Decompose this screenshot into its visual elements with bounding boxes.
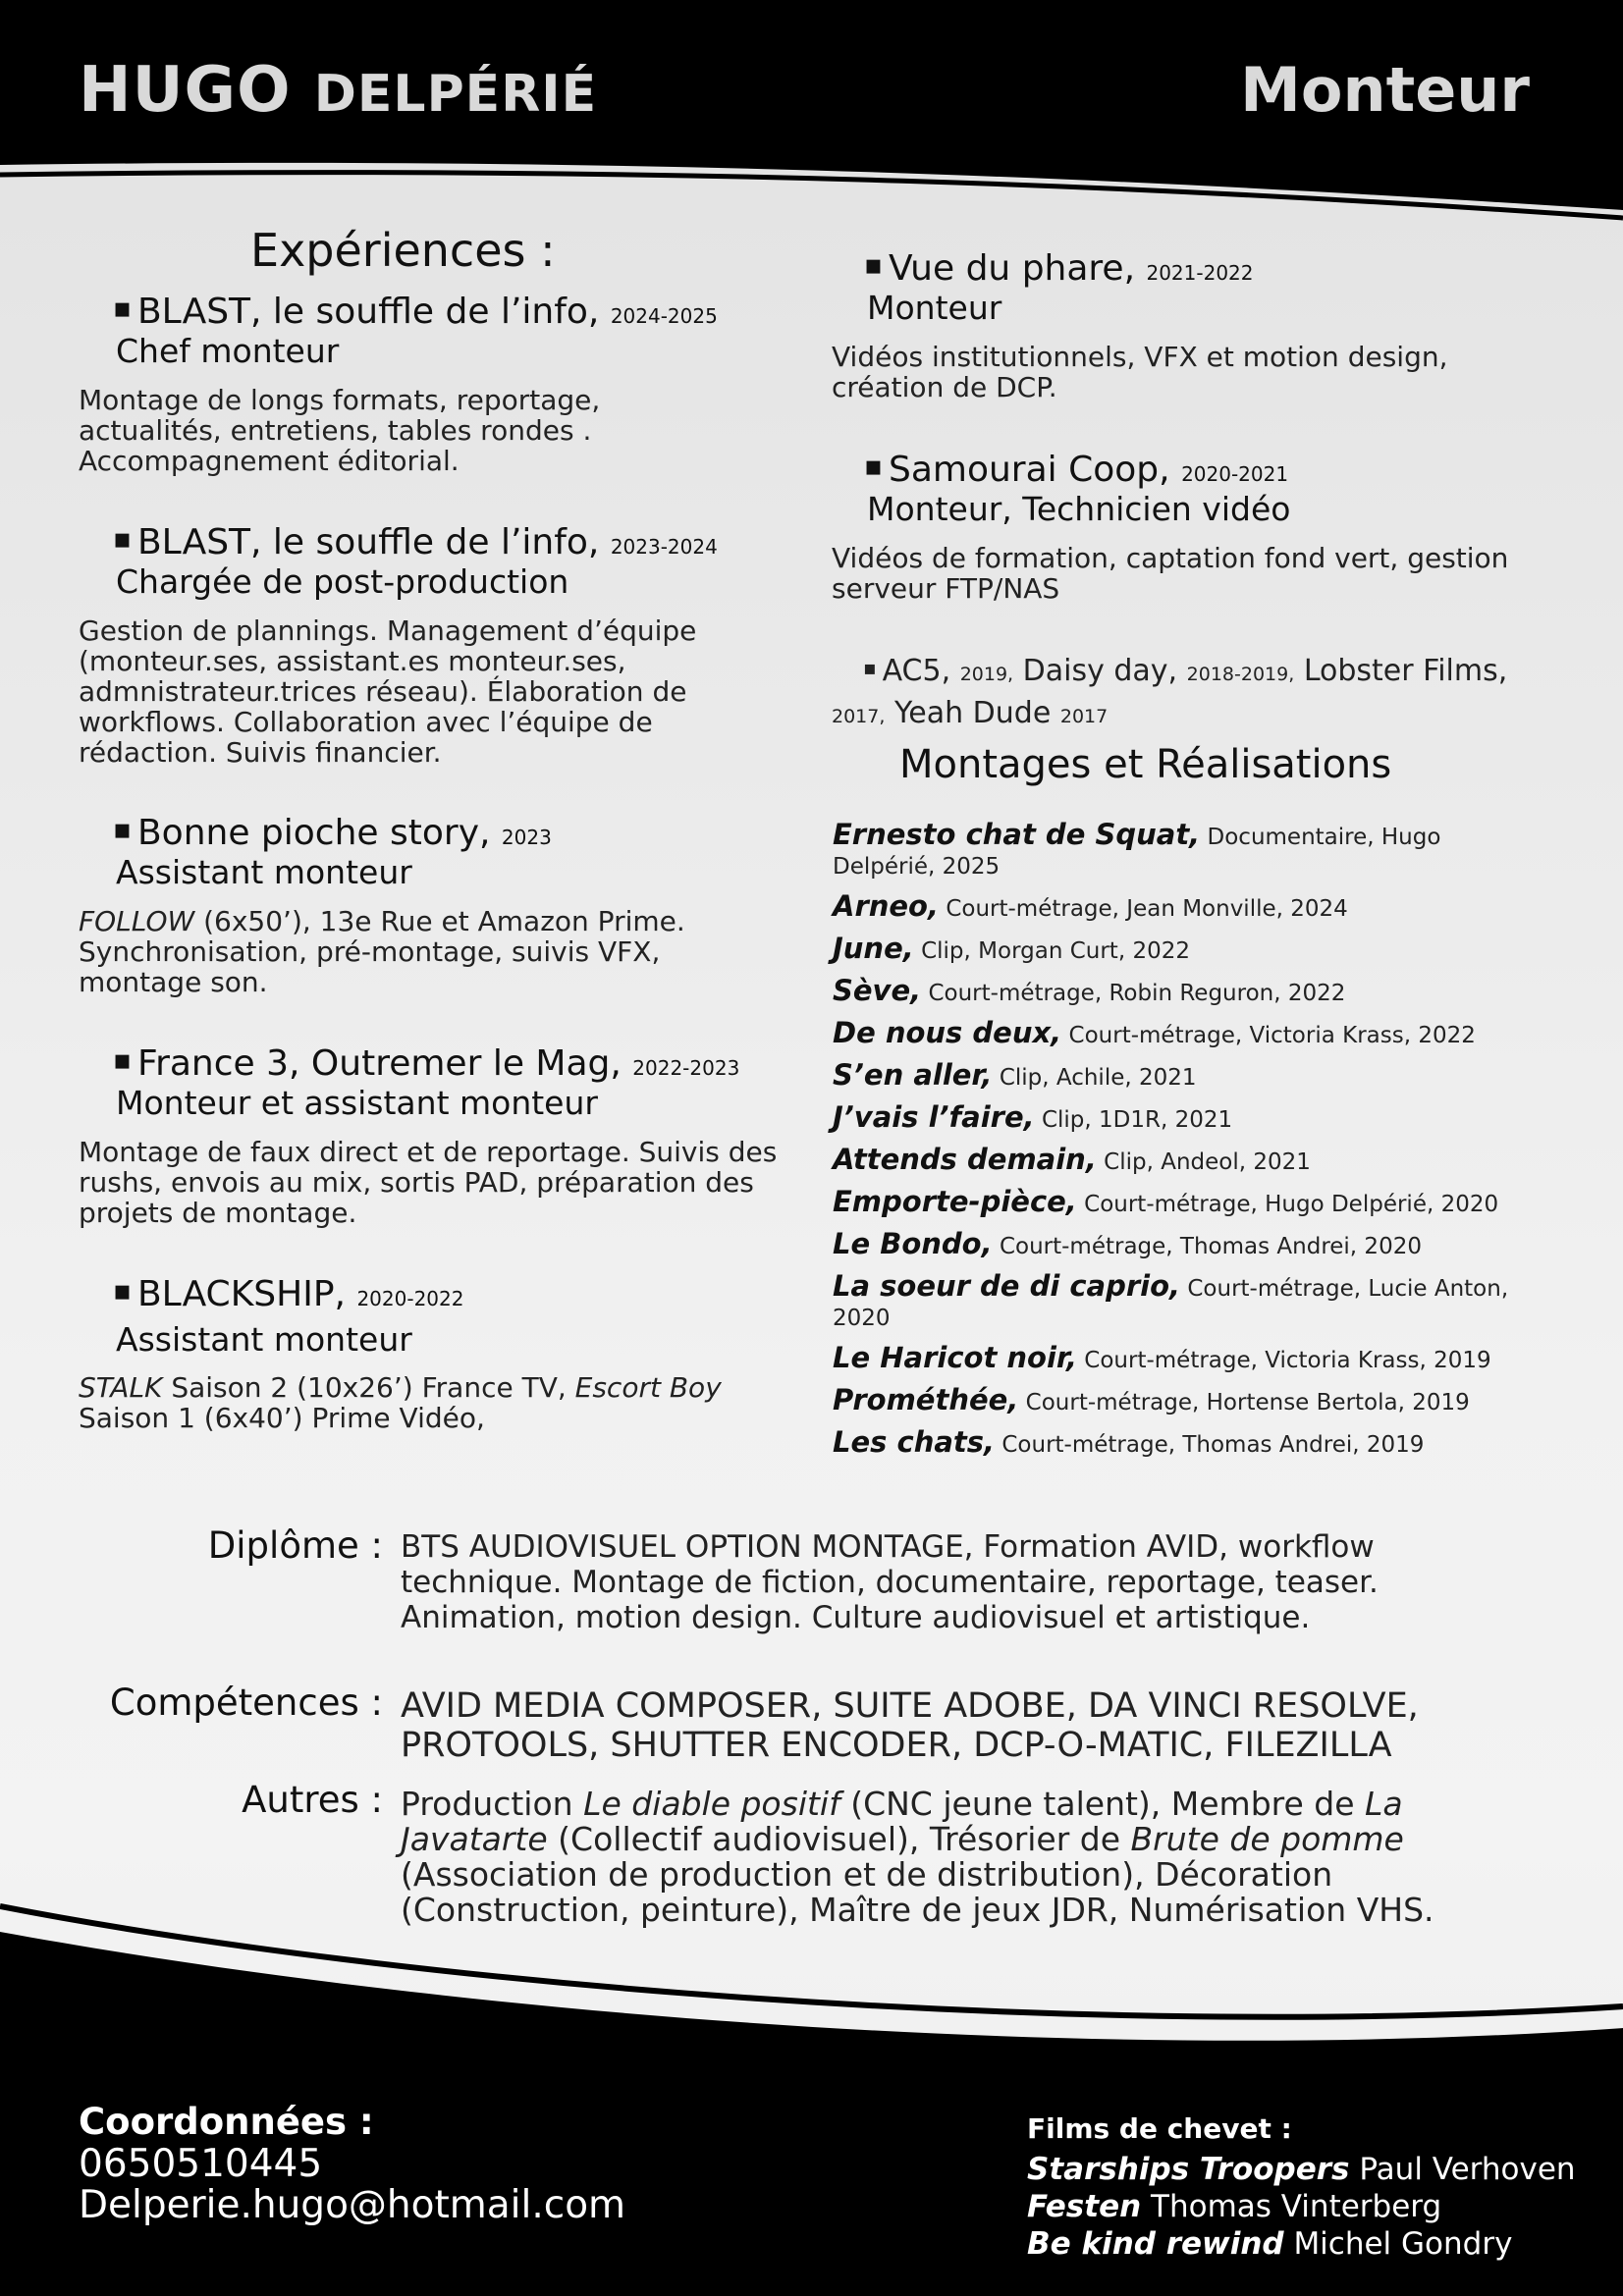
other-company: Yeah Dude bbox=[893, 696, 1052, 730]
job-title: ▪ Vue du phare, 2021-2022 bbox=[864, 248, 1254, 289]
other-year: 2017 bbox=[1059, 706, 1109, 727]
production-title: Ernesto chat de Squat, bbox=[833, 818, 1201, 851]
contact-title: Coordonnées : bbox=[79, 2101, 374, 2143]
job-role: Monteur bbox=[867, 289, 1002, 327]
job-description: Vidéos institutionnels, VFX et motion design, création de DCP. bbox=[832, 341, 1448, 403]
job-years: 2023 bbox=[501, 826, 552, 849]
production-title: De nous deux, bbox=[833, 1016, 1062, 1049]
production-item bbox=[833, 1145, 1540, 1177]
job-years: 2023-2024 bbox=[610, 535, 718, 559]
job-role: Monteur et assistant monteur bbox=[116, 1084, 598, 1122]
production-title: Le Haricot noir, bbox=[833, 1341, 1077, 1374]
autres-text: (Association de production et de distribution), Décoration (Construction, peinture), Maître de jeux JDR, Numérisation VHS. bbox=[401, 1855, 1434, 1929]
production-title: Les chats, bbox=[833, 1425, 996, 1459]
film-item bbox=[1027, 2152, 1576, 2187]
job-description-text: Saison 2 (10x26’) France TV, bbox=[162, 1371, 575, 1404]
production-details: Court-métrage, Hortense Bertola, 2019 bbox=[1025, 1390, 1470, 1415]
job-role-title: Monteur bbox=[1240, 54, 1530, 126]
production-title: S’en aller, bbox=[833, 1058, 993, 1092]
job-company: BLAST, le souffle de l’info, bbox=[136, 292, 600, 332]
film-title: Starships Troopers bbox=[1027, 2152, 1350, 2187]
production-item bbox=[833, 1385, 1540, 1417]
production-title: Prométhée, bbox=[833, 1383, 1019, 1416]
production-details: Court-métrage, Victoria Krass, 2019 bbox=[1084, 1348, 1491, 1373]
production-title: La soeur de di caprio, bbox=[833, 1269, 1181, 1303]
production-item bbox=[833, 891, 1540, 924]
competences-value: AVID MEDIA COMPOSER, SUITE ADOBE, DA VINCI RESOLVE, PROTOOLS, SHUTTER ENCODER, DCP-O-MATIC, FILEZILLA bbox=[401, 1686, 1419, 1765]
production-item bbox=[833, 1187, 1540, 1219]
diplome-rest: Formation AVID, workflow technique. Montage de fiction, documentaire, reportage, teaser. Animation, motion design. Culture audiovisuel et artistique. bbox=[401, 1529, 1379, 1635]
production-title: J’vais l’faire, bbox=[833, 1100, 1035, 1134]
job-description bbox=[79, 1372, 805, 1433]
job-description: Montage de longs formats, reportage, actualités, entretiens, tables rondes . Accompagnement éditorial. bbox=[79, 384, 601, 477]
production-item bbox=[833, 1018, 1540, 1050]
show-title: FOLLOW bbox=[79, 905, 195, 937]
autres-text: (CNC jeune talent), Membre de bbox=[839, 1785, 1366, 1823]
job-company: BLAST, le souffle de l’info, bbox=[136, 522, 600, 562]
film-director: Paul Verhoven bbox=[1359, 2152, 1576, 2187]
candidate-name bbox=[79, 54, 597, 127]
productions-title: Montages et Réalisations bbox=[899, 742, 1392, 787]
job-title: ▪ Bonne pioche story, 2023 bbox=[113, 813, 552, 853]
film-item bbox=[1027, 2226, 1512, 2262]
last-name: DELPÉRIÉ bbox=[313, 65, 598, 124]
job-title: ▪ BLAST, le souffle de l’info, 2023-2024 bbox=[113, 522, 718, 562]
production-item bbox=[833, 1343, 1540, 1375]
production-item bbox=[833, 1102, 1540, 1135]
experiences-title: Expériences : bbox=[250, 224, 556, 277]
job-years: 2020-2021 bbox=[1181, 462, 1289, 486]
films-title: Films de chevet : bbox=[1027, 2112, 1292, 2145]
production-details: Court-métrage, Thomas Andrei, 2019 bbox=[1001, 1432, 1425, 1458]
production-item bbox=[833, 976, 1540, 1008]
job-description: Vidéos de formation, captation fond vert, gestion serveur FTP/NAS bbox=[832, 542, 1509, 605]
job-company: Bonne pioche story, bbox=[136, 813, 491, 853]
production-item bbox=[833, 934, 1540, 966]
job-description-text: Saison 1 (6x40’) Prime Vidéo, bbox=[79, 1402, 485, 1434]
job-role: Chargée de post-production bbox=[116, 562, 569, 601]
contact-phone[interactable]: 0650510445 bbox=[79, 2142, 323, 2186]
production-title: Le Bondo, bbox=[833, 1227, 993, 1260]
production-details: Court-métrage, Robin Reguron, 2022 bbox=[928, 981, 1346, 1006]
contact-email[interactable]: Delperie.hugo@hotmail.com bbox=[79, 2183, 626, 2227]
production-title: June, bbox=[833, 932, 914, 965]
autres-italic: La Javatarte bbox=[401, 1785, 1403, 1858]
production-item bbox=[833, 1060, 1540, 1093]
autres-label: Autres : bbox=[242, 1779, 383, 1821]
job-company: France 3, Outremer le Mag, bbox=[136, 1043, 622, 1084]
other-year: 2019, bbox=[959, 664, 1014, 685]
production-details: Clip, Andeol, 2021 bbox=[1104, 1149, 1311, 1175]
other-year: 2018-2019, bbox=[1186, 664, 1295, 685]
production-details: Court-métrage, Victoria Krass, 2022 bbox=[1068, 1023, 1476, 1048]
production-title: Sève, bbox=[833, 974, 922, 1007]
job-years: 2024-2025 bbox=[610, 304, 718, 328]
production-details: Clip, Morgan Curt, 2022 bbox=[921, 938, 1190, 964]
job-company: BLACKSHIP, bbox=[136, 1274, 346, 1314]
job-description-text: (6x50’), 13e Rue et Amazon Prime. Synchronisation, pré-montage, suivis VFX, montage son. bbox=[79, 905, 685, 998]
job-role: Assistant monteur bbox=[116, 853, 412, 891]
job-role: Monteur, Technicien vidéo bbox=[867, 490, 1291, 528]
film-title: Festen bbox=[1027, 2189, 1142, 2224]
job-role: Assistant monteur bbox=[116, 1320, 412, 1359]
other-year: 2017, bbox=[832, 706, 886, 727]
production-title: Attends demain, bbox=[833, 1143, 1097, 1176]
job-description: Gestion de plannings. Management d’équipe (monteur.ses, assistant.es monteur.ses, admnistrateur.trices réseau). Élaboration de workflows. Collaboration avec l’équipe de rédaction. Suivis financier. bbox=[79, 614, 697, 769]
production-details: Court-métrage, Jean Monville, 2024 bbox=[946, 896, 1348, 922]
other-company: Daisy day, bbox=[1022, 654, 1178, 688]
other-company: AC5, bbox=[882, 654, 951, 688]
job-company: Samourai Coop, bbox=[888, 450, 1170, 490]
show-title: STALK bbox=[79, 1371, 163, 1404]
productions-list bbox=[833, 820, 1540, 1469]
production-details: Court-métrage, Lucie Anton, 2020 bbox=[833, 1276, 1509, 1331]
autres-text: (Collectif audiovisuel), Trésorier de bbox=[547, 1820, 1131, 1858]
film-director: Michel Gondry bbox=[1293, 2226, 1513, 2262]
film-director: Thomas Vinterberg bbox=[1151, 2189, 1442, 2224]
job-role: Chef monteur bbox=[116, 332, 340, 370]
production-item bbox=[833, 1271, 1540, 1333]
job-years: 2020-2022 bbox=[356, 1287, 464, 1310]
autres-italic: Le diable positif bbox=[583, 1785, 840, 1823]
job-years: 2022-2023 bbox=[632, 1056, 740, 1080]
job-title: ▪ France 3, Outremer le Mag, 2022-2023 bbox=[113, 1043, 740, 1084]
production-details: Court-métrage, Thomas Andrei, 2020 bbox=[999, 1234, 1422, 1259]
first-name: HUGO bbox=[79, 54, 292, 127]
job-description bbox=[79, 906, 766, 997]
production-item bbox=[833, 1427, 1540, 1460]
production-details: Court-métrage, Hugo Delpérié, 2020 bbox=[1084, 1192, 1499, 1217]
job-description: Montage de faux direct et de reportage. Suivis des rushs, envois au mix, sortis PAD, préparation des projets de montage. bbox=[79, 1136, 778, 1229]
production-title: Emporte-pièce, bbox=[833, 1185, 1077, 1218]
production-item bbox=[833, 1229, 1540, 1261]
production-details: Clip, Achile, 2021 bbox=[999, 1065, 1197, 1091]
diplome-label: Diplôme : bbox=[207, 1524, 383, 1567]
other-company: Lobster Films, bbox=[1303, 654, 1508, 688]
production-title: Arneo, bbox=[833, 889, 939, 923]
film-item bbox=[1027, 2189, 1441, 2224]
production-details: Clip, 1D1R, 2021 bbox=[1041, 1107, 1233, 1133]
diplome-value bbox=[401, 1529, 1520, 1635]
diplome-main: BTS AUDIOVISUEL OPTION MONTAGE, bbox=[401, 1529, 974, 1565]
job-title: ▪ Samourai Coop, 2020-2021 bbox=[864, 450, 1289, 490]
production-details: Documentaire, Hugo Delpérié, 2025 bbox=[833, 825, 1441, 880]
autres-italic: Brute de pomme bbox=[1130, 1820, 1404, 1858]
job-company: Vue du phare, bbox=[888, 248, 1136, 289]
job-years: 2021-2022 bbox=[1146, 261, 1254, 285]
production-item bbox=[833, 820, 1540, 881]
job-title: ▪ BLACKSHIP, 2020-2022 bbox=[113, 1274, 464, 1314]
autres-text: Production bbox=[401, 1785, 584, 1823]
film-title: Be kind rewind bbox=[1027, 2226, 1284, 2262]
job-title: ▪ BLAST, le souffle de l’info, 2024-2025 bbox=[113, 292, 718, 332]
show-title: Escort Boy bbox=[574, 1371, 722, 1404]
competences-label: Compétences : bbox=[109, 1682, 383, 1724]
other-experiences: ▪ AC5, 2019, Daisy day, 2018-2019, Lobster Films, 2017, Yeah Dude 2017 bbox=[832, 654, 1508, 730]
